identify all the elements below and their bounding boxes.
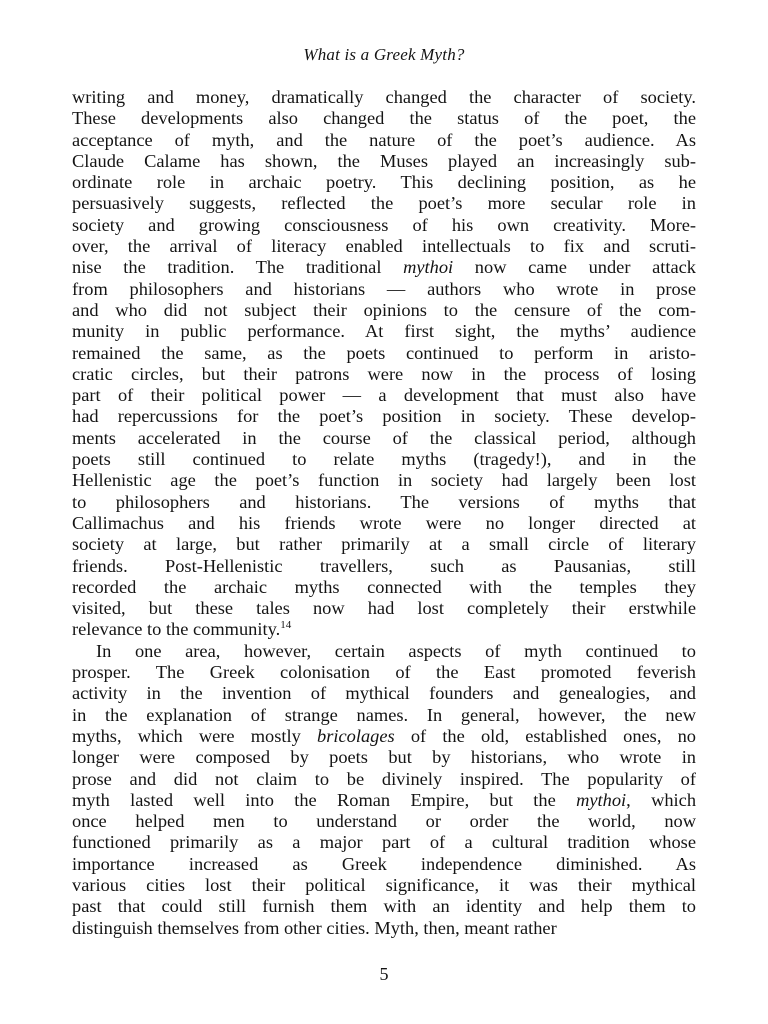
text-line [72, 513, 696, 534]
text-run: ments accelerated in the course of the classical period, although [72, 427, 696, 448]
text-run: remained the same, as the poets continued to perform in aristo- [72, 342, 696, 363]
text-run: society at large, but rather primarily at a small circle of literary [72, 534, 696, 555]
italic-term: bricolages [317, 725, 395, 746]
text-line [72, 769, 696, 790]
text-run: recorded the archaic myths connected with the temples they [72, 576, 696, 597]
text-run: cratic circles, but their patrons were now in the process of losing [72, 363, 696, 384]
text-line [72, 492, 696, 513]
text-run: past that could still furnish them with an identity and help them to [72, 896, 696, 917]
text-run: Hellenistic age the poet’s function in society had largely been lost [72, 470, 696, 491]
text-run: functioned primarily as a major part of a cultural tradition whose [72, 832, 696, 853]
text-run: friends. Post-Hellenistic travellers, such as Pausanias, still [72, 555, 696, 576]
page-number: 5 [379, 964, 389, 984]
text-run: to philosophers and historians. The versions of myths that [72, 491, 696, 512]
text-line [72, 215, 696, 236]
text-run: writing and money, dramatically changed the character of society. [72, 87, 696, 107]
text-run: visited, but these tales now had lost completely their erstwhile [72, 598, 696, 619]
text-line [72, 577, 696, 598]
body-text [72, 87, 696, 939]
text-run: of the old, established ones, no [394, 725, 696, 746]
text-run: now came under attack [453, 257, 696, 278]
text-line [72, 343, 696, 364]
text-line [72, 534, 696, 555]
text-run: importance increased as Greek independence diminished. As [72, 853, 696, 874]
text-run: had repercussions for the poet’s position in society. These develop- [72, 406, 696, 427]
text-run: prose and did not claim to be divinely inspired. The popularity of [72, 768, 696, 789]
text-line [72, 279, 696, 300]
text-line [72, 236, 696, 257]
text-line [72, 470, 696, 491]
text-run: Claude Calame has shown, the Muses played an increasingly sub- [72, 150, 696, 171]
text-run: myths, which were mostly [72, 725, 318, 746]
text-line [72, 854, 696, 875]
italic-term: mythoi [403, 257, 454, 278]
text-line [72, 300, 696, 321]
text-line [72, 790, 696, 811]
italic-term: mythoi [576, 789, 627, 810]
text-run: poets still continued to relate myths (tragedy!), and in the [72, 449, 696, 470]
text-line [72, 428, 696, 449]
text-run: part of their political power — a development that must also have [72, 385, 696, 406]
text-line [72, 406, 696, 427]
text-run: distinguish themselves from other cities. Myth, then, meant rather [72, 917, 557, 938]
text-run: nise the tradition. The traditional [72, 257, 404, 278]
text-line [72, 747, 696, 768]
text-run: , which [626, 789, 696, 810]
text-line [72, 641, 696, 662]
text-line [72, 619, 696, 640]
text-run: myth lasted well into the Roman Empire, but the [72, 789, 577, 810]
text-run: These developments also changed the status of the poet, the [72, 108, 696, 129]
text-line [72, 726, 696, 747]
text-line [72, 896, 696, 917]
text-line [72, 172, 696, 193]
text-run: persuasively suggests, reflected the poet’s more secular role in [72, 193, 696, 214]
text-line [72, 321, 696, 342]
text-run: Callimachus and his friends wrote were no longer directed at [72, 512, 696, 533]
running-head: What is a Greek Myth? [303, 45, 465, 64]
text-run: over, the arrival of literacy enabled intellectuals to fix and scruti- [72, 236, 696, 257]
footnote-reference: 14 [280, 619, 292, 632]
text-line [72, 193, 696, 214]
text-run: various cities lost their political significance, it was their mythical [72, 874, 696, 895]
text-line [72, 449, 696, 470]
text-line [72, 598, 696, 619]
text-run: acceptance of myth, and the nature of the poet’s audience. As [72, 129, 696, 150]
text-run: munity in public performance. At first sight, the myths’ audience [72, 321, 696, 342]
text-line [72, 87, 696, 108]
text-line [72, 662, 696, 683]
text-run: in the explanation of strange names. In general, however, the new [72, 704, 696, 725]
text-run: ordinate role in archaic poetry. This declining position, as he [72, 172, 696, 193]
text-line [72, 108, 696, 129]
text-run: relevance to the community. [72, 619, 281, 640]
text-run: prosper. The Greek colonisation of the East promoted feverish [72, 662, 696, 683]
text-line [72, 705, 696, 726]
text-line [72, 364, 696, 385]
text-line [72, 875, 696, 896]
text-line [72, 385, 696, 406]
text-line [72, 151, 696, 172]
text-run: In one area, however, certain aspects of myth continued to [96, 640, 696, 661]
text-run: activity in the invention of mythical founders and genealogies, and [72, 683, 696, 704]
text-run: longer were composed by poets but by historians, who wrote in [72, 747, 696, 768]
text-line [72, 257, 696, 278]
text-run: once helped men to understand or order the world, now [72, 811, 696, 832]
text-line [72, 918, 696, 939]
text-line [72, 556, 696, 577]
text-line [72, 130, 696, 151]
text-line [72, 683, 696, 704]
text-run: from philosophers and historians — authors who wrote in prose [72, 278, 696, 299]
text-line [72, 832, 696, 853]
text-run: society and growing consciousness of his own creativity. More- [72, 214, 696, 235]
text-run: and who did not subject their opinions to the censure of the com- [72, 299, 696, 320]
text-line [72, 811, 696, 832]
